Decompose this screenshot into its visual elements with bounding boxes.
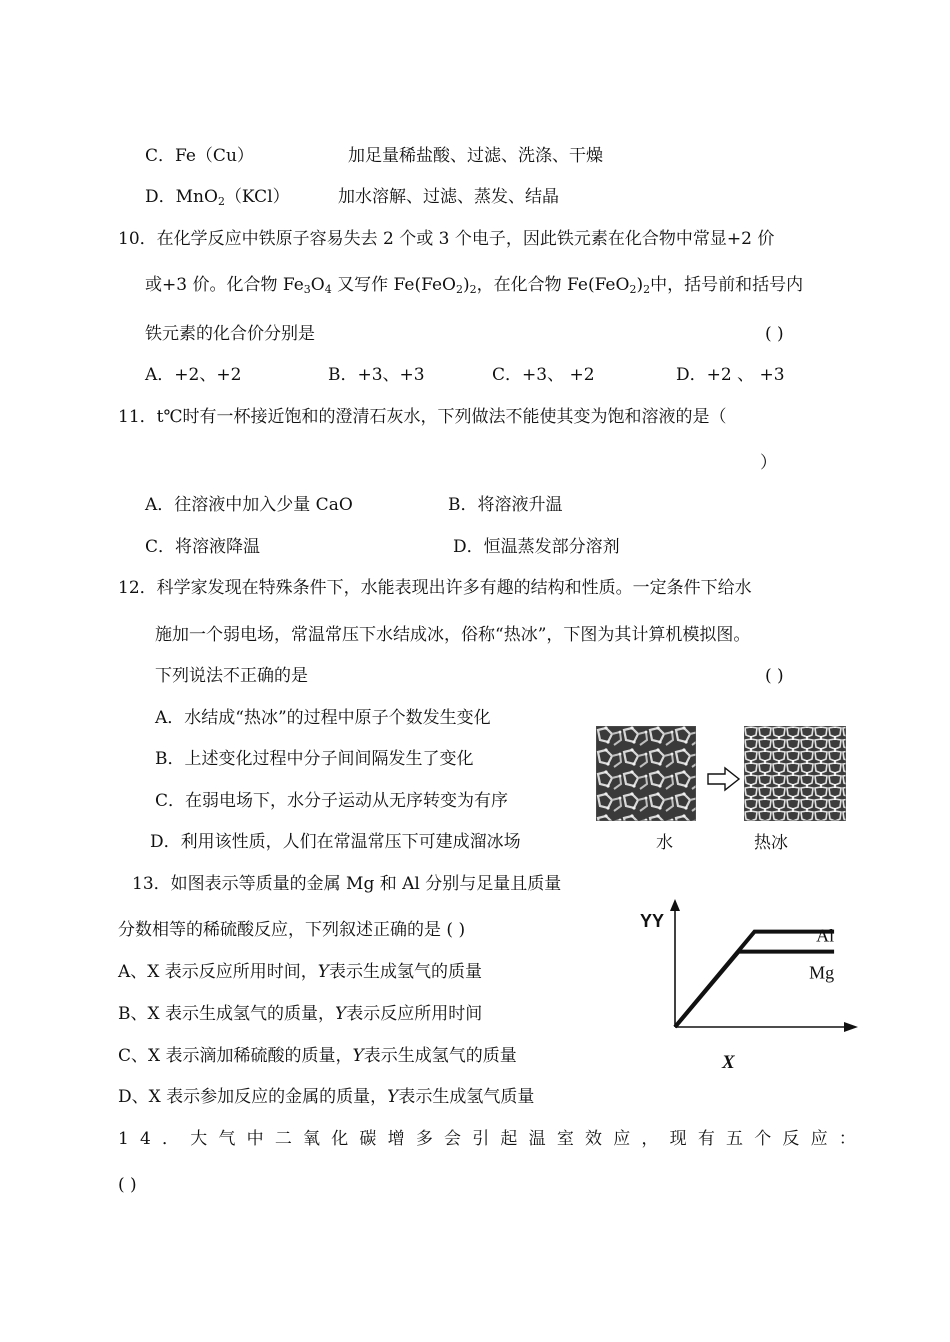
q11-option-c: C．将溶液降温 bbox=[145, 537, 261, 557]
y-axis-arrow bbox=[670, 899, 680, 911]
q13-stem-line1: 13．如图表示等质量的金属 Mg 和 Al 分别与足量且质量 bbox=[132, 874, 562, 894]
q12-stem-line1: 12．科学家发现在特殊条件下，水能表现出许多有趣的结构和性质。一定条件下给水 bbox=[118, 578, 752, 598]
q11-answer-close: ） bbox=[760, 453, 777, 473]
q10-option-b: B．+3、+3 bbox=[328, 365, 425, 385]
hot-ice-simulation-image bbox=[744, 726, 846, 821]
q13-option-c: C、X 表示滴加稀硫酸的质量，Y表示生成氢气的质量 bbox=[118, 1046, 517, 1066]
series-label-al: Al bbox=[816, 925, 835, 946]
y-axis-label: YY bbox=[640, 911, 665, 931]
q9-option-c-label: C．Fe（Cu） bbox=[145, 146, 254, 166]
q10-option-a: A．+2、+2 bbox=[145, 365, 242, 385]
q13-stem-line2: 分数相等的稀硫酸反应，下列叙述正确的是 ( ) bbox=[118, 920, 466, 940]
right-arrow-icon bbox=[707, 766, 741, 792]
caption-water: 水 bbox=[656, 833, 673, 853]
mg-al-hydrogen-chart bbox=[630, 895, 865, 1080]
q12-stem-line3: 下列说法不正确的是 bbox=[155, 666, 308, 686]
x-axis-arrow bbox=[844, 1022, 858, 1032]
series-label-mg: Mg bbox=[809, 962, 835, 983]
q12-answer-paren: ( ) bbox=[765, 666, 784, 686]
q13-option-d: D、X 表示参加反应的金属的质量，Y表示生成氢气质量 bbox=[118, 1087, 535, 1107]
caption-hot-ice: 热冰 bbox=[754, 833, 788, 853]
q11-stem-line1: 11．t℃时有一杯接近饱和的澄清石灰水，下列做法不能使其变为饱和溶液的是（ bbox=[118, 407, 727, 427]
x-axis-label: X bbox=[722, 1052, 735, 1073]
q13-option-b: B、X 表示生成氢气的质量，Y表示反应所用时间 bbox=[118, 1004, 483, 1024]
q11-option-b: B．将溶液升温 bbox=[448, 495, 563, 515]
q11-option-a: A．往溶液中加入少量 CaO bbox=[145, 495, 353, 515]
q12-option-b: B．上述变化过程中分子间间隔发生了变化 bbox=[155, 749, 474, 769]
q13-option-a: A、X 表示反应所用时间，Y表示生成氢气的质量 bbox=[118, 962, 483, 982]
q12-option-a: A．水结成“热冰”的过程中原子个数发生变化 bbox=[155, 708, 491, 728]
q9-option-d-method: 加水溶解、过滤、蒸发、结晶 bbox=[338, 187, 559, 207]
q12-stem-line2: 施加一个弱电场，常温常压下水结成冰，俗称“热冰”，下图为其计算机模拟图。 bbox=[155, 625, 751, 645]
q9-option-c-method: 加足量稀盐酸、过滤、洗涤、干燥 bbox=[348, 146, 603, 166]
q14-stem-line1: 14．大气中二氧化碳增多会引起温室效应，现有五个反应： bbox=[118, 1129, 868, 1149]
q10-answer-paren: ( ) bbox=[765, 324, 784, 344]
q14-answer-paren: ( ) bbox=[118, 1175, 137, 1195]
water-simulation-image bbox=[596, 726, 696, 821]
q9-option-d-label: D．MnO$_2$（KCl） bbox=[145, 187, 290, 208]
q10-option-c: C．+3、 +2 bbox=[492, 365, 595, 385]
q12-option-d: D．利用该性质，人们在常温常压下可建成溜冰场 bbox=[150, 832, 521, 852]
q10-stem-line2: 或+3 价。化合物 $Fe_3O_4$ 又写作 $Fe(FeO_2)_2$，在化合物 $Fe(FeO_2)_2$中，括号前和括号内 bbox=[145, 275, 804, 296]
q11-option-d: D．恒温蒸发部分溶剂 bbox=[453, 537, 620, 557]
q10-option-d: D．+2 、 +3 bbox=[676, 365, 785, 385]
q12-option-c: C．在弱电场下，水分子运动从无序转变为有序 bbox=[155, 791, 509, 811]
q10-stem-line1: 10．在化学反应中铁原子容易失去 2 个或 3 个电子，因此铁元素在化合物中常显+2 价 bbox=[118, 229, 775, 249]
q10-stem-line3: 铁元素的化合价分别是 bbox=[145, 324, 315, 344]
